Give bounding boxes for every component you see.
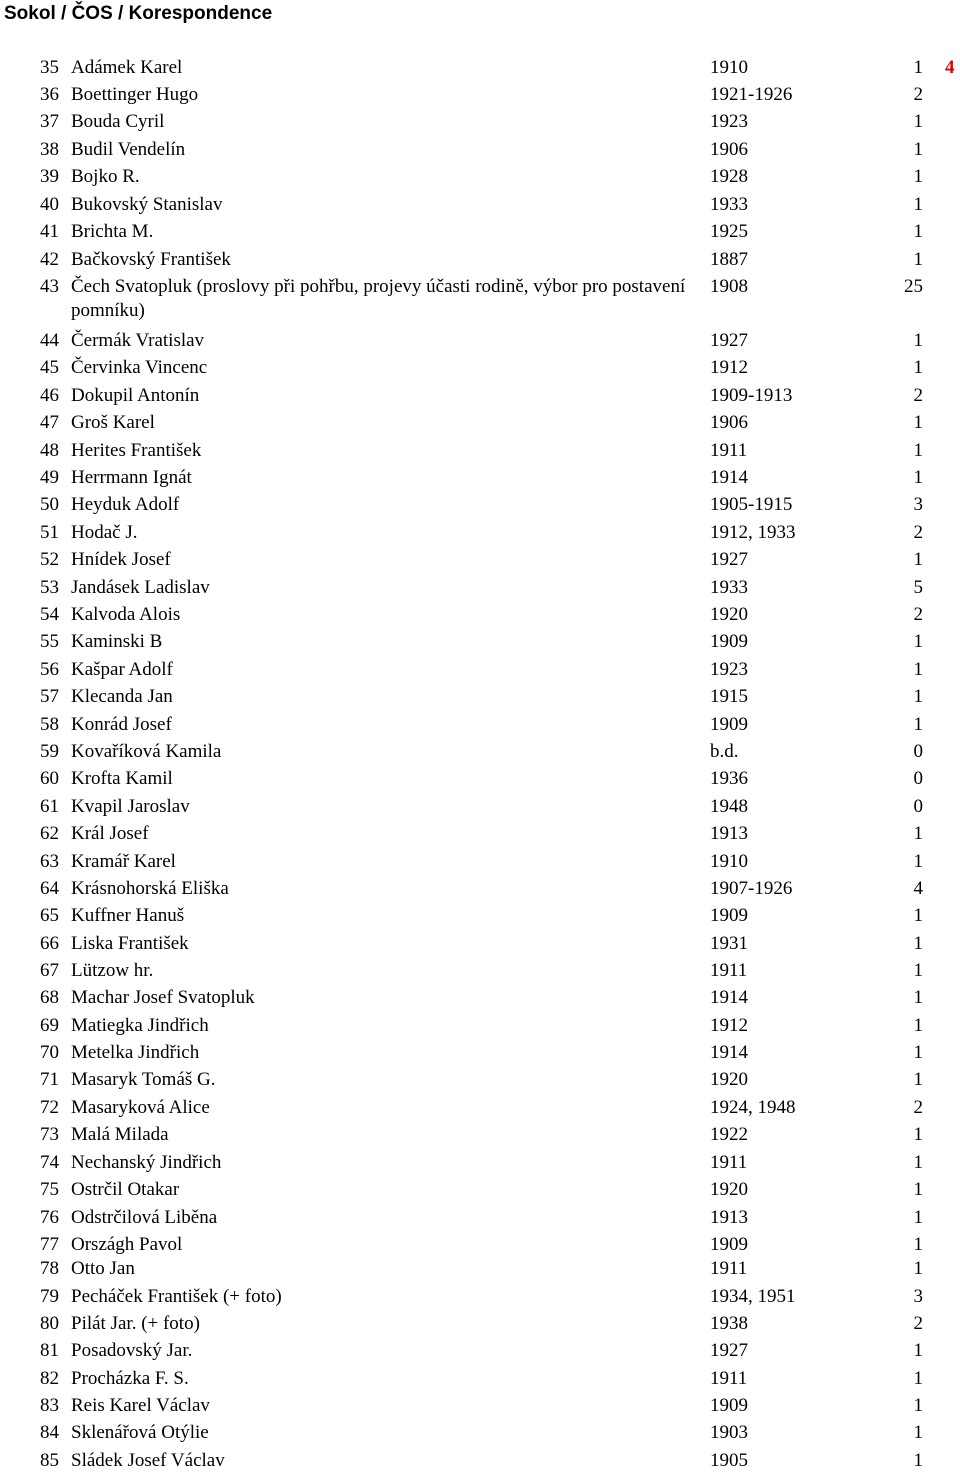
correspondent-name: Krofta Kamil	[71, 768, 173, 789]
year-range: 1909	[710, 714, 748, 735]
item-count: 1	[913, 57, 923, 78]
item-number: 58	[40, 714, 59, 735]
item-count: 1	[913, 933, 923, 954]
item-count: 1	[913, 111, 923, 132]
year-range: 1905	[710, 1450, 748, 1471]
item-number: 53	[40, 577, 59, 598]
correspondent-name: Ostrčil Otakar	[71, 1179, 180, 1200]
item-count: 1	[913, 686, 923, 707]
item-number: 71	[40, 1069, 59, 1090]
correspondent-name: Bukovský Stanislav	[71, 194, 223, 215]
item-count: 4	[913, 878, 923, 899]
year-range: 1920	[710, 1069, 748, 1090]
item-count: 1	[913, 1368, 923, 1389]
correspondent-name: Čech Svatopluk (proslovy při pohřbu, projevy účasti rodině, výbor pro postavení pomníku)	[71, 276, 686, 321]
correspondent-name: Kuffner Hanuš	[71, 905, 185, 926]
page-number: 4	[945, 57, 955, 78]
item-count: 1	[913, 1069, 923, 1090]
item-count: 1	[913, 440, 923, 461]
year-range: 1912	[710, 1015, 748, 1036]
year-range: 1907-1926	[710, 878, 793, 899]
item-count: 1	[913, 249, 923, 270]
item-count: 1	[913, 1179, 923, 1200]
item-number: 77	[40, 1234, 59, 1255]
item-count: 1	[913, 1042, 923, 1063]
item-number: 76	[40, 1207, 59, 1228]
correspondent-name: Heyduk Adolf	[71, 494, 180, 515]
year-range: 1913	[710, 823, 748, 844]
item-count: 1	[913, 1340, 923, 1361]
item-count: 1	[913, 166, 923, 187]
item-number: 48	[40, 440, 59, 461]
correspondent-name: Procházka F. S.	[71, 1368, 189, 1389]
correspondent-name: Sklenářová Otýlie	[71, 1422, 209, 1443]
correspondent-name: Boettinger Hugo	[71, 84, 199, 105]
item-number: 37	[40, 111, 59, 132]
item-number: 65	[40, 905, 59, 926]
year-range: 1938	[710, 1313, 748, 1334]
page-title: Sokol / ČOS / Korespondence	[4, 3, 273, 24]
item-count: 5	[913, 577, 923, 598]
item-count: 1	[913, 139, 923, 160]
item-count: 1	[913, 194, 923, 215]
item-count: 3	[913, 1286, 923, 1307]
correspondent-name: Hnídek Josef	[71, 549, 171, 570]
correspondent-name: Kovaříková Kamila	[71, 741, 222, 762]
correspondent-name: Kramář Karel	[71, 851, 176, 872]
item-count: 3	[913, 494, 923, 515]
correspondent-name: Országh Pavol	[71, 1234, 183, 1255]
item-count: 1	[913, 851, 923, 872]
item-number: 68	[40, 987, 59, 1008]
year-range: 1912, 1933	[710, 522, 796, 543]
item-number: 64	[40, 878, 59, 899]
correspondent-name: Kašpar Adolf	[71, 659, 173, 680]
item-number: 40	[40, 194, 59, 215]
item-count: 1	[913, 1015, 923, 1036]
year-range: 1911	[710, 1152, 748, 1173]
item-number: 44	[40, 330, 59, 351]
item-number: 50	[40, 494, 59, 515]
item-count: 1	[913, 1207, 923, 1228]
item-number: 57	[40, 686, 59, 707]
year-range: 1911	[710, 440, 748, 461]
item-number: 51	[40, 522, 59, 543]
item-number: 73	[40, 1124, 59, 1145]
item-count: 0	[913, 796, 923, 817]
year-range: 1936	[710, 768, 748, 789]
item-number: 82	[40, 1368, 59, 1389]
year-range: 1909-1913	[710, 385, 793, 406]
year-range: 1911	[710, 1258, 748, 1279]
year-range: 1922	[710, 1124, 748, 1145]
year-range: 1909	[710, 905, 748, 926]
year-range: 1920	[710, 604, 748, 625]
correspondent-name: Sládek Josef Václav	[71, 1450, 225, 1471]
item-count: 1	[913, 1258, 923, 1279]
item-number: 83	[40, 1395, 59, 1416]
item-number: 45	[40, 357, 59, 378]
item-number: 43	[40, 276, 59, 297]
year-range: 1911	[710, 960, 748, 981]
item-count: 0	[913, 768, 923, 789]
item-number: 39	[40, 166, 59, 187]
year-range: 1906	[710, 139, 748, 160]
item-count: 25	[904, 276, 923, 297]
correspondent-name: Kalvoda Alois	[71, 604, 181, 625]
year-range: 1920	[710, 1179, 748, 1200]
correspondent-name: Odstrčilová Liběna	[71, 1207, 218, 1228]
item-count: 2	[913, 604, 923, 625]
item-count: 1	[913, 330, 923, 351]
correspondent-name: Nechanský Jindřich	[71, 1152, 222, 1173]
year-range: 1927	[710, 330, 748, 351]
item-count: 2	[913, 522, 923, 543]
item-count: 1	[913, 1234, 923, 1255]
correspondent-name: Machar Josef Svatopluk	[71, 987, 255, 1008]
year-range: 1923	[710, 111, 748, 132]
year-range: 1909	[710, 631, 748, 652]
item-count: 1	[913, 659, 923, 680]
item-count: 2	[913, 84, 923, 105]
item-count: 1	[913, 714, 923, 735]
item-number: 47	[40, 412, 59, 433]
year-range: 1908	[710, 276, 748, 297]
correspondent-name: Král Josef	[71, 823, 149, 844]
year-range: 1923	[710, 659, 748, 680]
correspondent-name: Budil Vendelín	[71, 139, 186, 160]
correspondent-name: Pilát Jar. (+ foto)	[71, 1313, 200, 1334]
item-number: 74	[40, 1152, 59, 1173]
year-range: 1914	[710, 467, 748, 488]
year-range: 1948	[710, 796, 748, 817]
item-count: 1	[913, 631, 923, 652]
correspondent-name: Krásnohorská Eliška	[71, 878, 229, 899]
correspondent-name: Otto Jan	[71, 1258, 135, 1279]
correspondent-name: Brichta M.	[71, 221, 154, 242]
correspondent-name: Bojko R.	[71, 166, 140, 187]
correspondent-name: Bačkovský František	[71, 249, 231, 270]
item-count: 1	[913, 412, 923, 433]
correspondent-name: Masaryk Tomáš G.	[71, 1069, 216, 1090]
item-number: 75	[40, 1179, 59, 1200]
item-count: 2	[913, 385, 923, 406]
item-count: 1	[913, 1395, 923, 1416]
item-number: 56	[40, 659, 59, 680]
item-number: 42	[40, 249, 59, 270]
year-range: 1912	[710, 357, 748, 378]
item-number: 80	[40, 1313, 59, 1334]
correspondent-name: Kaminski B	[71, 631, 163, 652]
item-number: 81	[40, 1340, 59, 1361]
year-range: 1909	[710, 1234, 748, 1255]
year-range: 1925	[710, 221, 748, 242]
item-count: 1	[913, 823, 923, 844]
item-count: 1	[913, 357, 923, 378]
item-count: 1	[913, 1124, 923, 1145]
item-number: 41	[40, 221, 59, 242]
correspondent-name: Malá Milada	[71, 1124, 169, 1145]
year-range: 1910	[710, 57, 748, 78]
correspondent-name: Bouda Cyril	[71, 111, 165, 132]
correspondent-name: Groš Karel	[71, 412, 155, 433]
year-range: 1928	[710, 166, 748, 187]
item-number: 63	[40, 851, 59, 872]
item-number: 35	[40, 57, 59, 78]
year-range: 1933	[710, 577, 748, 598]
year-range: b.d.	[710, 741, 739, 762]
item-count: 1	[913, 1152, 923, 1173]
item-count: 1	[913, 905, 923, 926]
year-range: 1927	[710, 1340, 748, 1361]
year-range: 1927	[710, 549, 748, 570]
correspondent-name: Herites František	[71, 440, 202, 461]
correspondent-name: Konrád Josef	[71, 714, 172, 735]
item-count: 1	[913, 467, 923, 488]
correspondent-name: Masaryková Alice	[71, 1097, 210, 1118]
year-range: 1911	[710, 1368, 748, 1389]
item-count: 1	[913, 1450, 923, 1471]
item-number: 72	[40, 1097, 59, 1118]
item-number: 85	[40, 1450, 59, 1471]
item-number: 70	[40, 1042, 59, 1063]
item-number: 60	[40, 768, 59, 789]
item-count: 2	[913, 1313, 923, 1334]
item-number: 84	[40, 1422, 59, 1443]
year-range: 1934, 1951	[710, 1286, 796, 1307]
year-range: 1931	[710, 933, 748, 954]
correspondent-name: Reis Karel Václav	[71, 1395, 210, 1416]
year-range: 1910	[710, 851, 748, 872]
item-number: 36	[40, 84, 59, 105]
item-number: 78	[40, 1258, 59, 1279]
item-count: 1	[913, 549, 923, 570]
correspondent-name: Lützow hr.	[71, 960, 154, 981]
year-range: 1915	[710, 686, 748, 707]
item-number: 62	[40, 823, 59, 844]
item-number: 79	[40, 1286, 59, 1307]
item-number: 46	[40, 385, 59, 406]
item-count: 1	[913, 221, 923, 242]
item-count: 1	[913, 960, 923, 981]
year-range: 1905-1915	[710, 494, 793, 515]
item-count: 2	[913, 1097, 923, 1118]
correspondent-name: Klecanda Jan	[71, 686, 173, 707]
year-range: 1903	[710, 1422, 748, 1443]
item-number: 59	[40, 741, 59, 762]
item-number: 54	[40, 604, 59, 625]
year-range: 1921-1926	[710, 84, 793, 105]
item-number: 52	[40, 549, 59, 570]
correspondent-name: Liska František	[71, 933, 189, 954]
item-number: 55	[40, 631, 59, 652]
item-number: 69	[40, 1015, 59, 1036]
item-number: 38	[40, 139, 59, 160]
item-count: 1	[913, 987, 923, 1008]
year-range: 1914	[710, 987, 748, 1008]
correspondent-name: Matiegka Jindřich	[71, 1015, 209, 1036]
correspondent-name: Dokupil Antonín	[71, 385, 200, 406]
correspondent-name: Kvapil Jaroslav	[71, 796, 190, 817]
correspondent-name: Adámek Karel	[71, 57, 183, 78]
year-range: 1933	[710, 194, 748, 215]
year-range: 1924, 1948	[710, 1097, 796, 1118]
correspondent-name: Čermák Vratislav	[71, 330, 205, 351]
item-count: 0	[913, 741, 923, 762]
year-range: 1906	[710, 412, 748, 433]
correspondent-name: Pecháček František (+ foto)	[71, 1286, 282, 1307]
correspondent-name: Červinka Vincenc	[71, 357, 208, 378]
correspondent-name: Herrmann Ignát	[71, 467, 192, 488]
year-range: 1887	[710, 249, 748, 270]
item-count: 1	[913, 1422, 923, 1443]
item-number: 61	[40, 796, 59, 817]
year-range: 1913	[710, 1207, 748, 1228]
correspondent-name: Jandásek Ladislav	[71, 577, 210, 598]
correspondent-name: Metelka Jindřich	[71, 1042, 200, 1063]
item-number: 49	[40, 467, 59, 488]
year-range: 1914	[710, 1042, 748, 1063]
correspondent-name: Hodač J.	[71, 522, 138, 543]
item-number: 66	[40, 933, 59, 954]
year-range: 1909	[710, 1395, 748, 1416]
item-number: 67	[40, 960, 59, 981]
correspondent-name: Posadovský Jar.	[71, 1340, 193, 1361]
